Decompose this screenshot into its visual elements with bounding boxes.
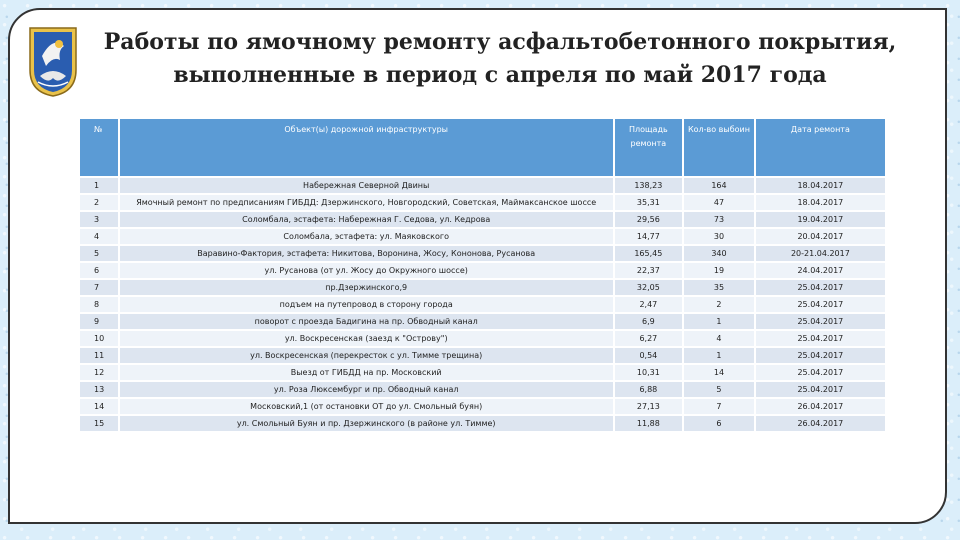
cell-date: 18.04.2017 [756, 178, 885, 193]
cell-potholes: 4 [684, 331, 756, 346]
cell-potholes: 73 [684, 212, 756, 227]
cell-object: ул. Роза Люксембург и пр. Обводный канал [120, 382, 615, 397]
title-line-1: Работы по ямочному ремонту асфальтобетонного покрытия, [103, 29, 897, 55]
cell-area: 138,23 [615, 178, 685, 193]
cell-number: 2 [80, 195, 120, 210]
cell-number: 12 [80, 365, 120, 380]
cell-area: 165,45 [615, 246, 685, 261]
cell-area: 6,27 [615, 331, 685, 346]
cell-area: 2,47 [615, 297, 685, 312]
table-row [80, 331, 885, 346]
table-row [80, 229, 885, 244]
cell-area: 27,13 [615, 399, 685, 414]
table-row [80, 314, 885, 329]
cell-date: 25.04.2017 [756, 331, 885, 346]
cell-number: 6 [80, 263, 120, 278]
cell-object: ул. Смольный Буян и пр. Дзержинского (в районе ул. Тимме) [120, 416, 615, 431]
cell-area: 29,56 [615, 212, 685, 227]
cell-number: 4 [80, 229, 120, 244]
table-row [80, 365, 885, 380]
cell-date: 25.04.2017 [756, 297, 885, 312]
cell-date: 26.04.2017 [756, 416, 885, 431]
cell-potholes: 1 [684, 348, 756, 363]
cell-area: 11,88 [615, 416, 685, 431]
table-row [80, 246, 885, 261]
cell-object: ул. Воскресенская (заезд к "Острову") [120, 331, 615, 346]
cell-object: Соломбала, эстафета: ул. Маяковского [120, 229, 615, 244]
header-potholes: Кол-во выбоин [684, 119, 756, 176]
cell-area: 0,54 [615, 348, 685, 363]
cell-date: 20-21.04.2017 [756, 246, 885, 261]
cell-number: 7 [80, 280, 120, 295]
cell-potholes: 164 [684, 178, 756, 193]
cell-number: 11 [80, 348, 120, 363]
cell-date: 25.04.2017 [756, 365, 885, 380]
cell-potholes: 2 [684, 297, 756, 312]
cell-number: 13 [80, 382, 120, 397]
cell-area: 22,37 [615, 263, 685, 278]
cell-number: 3 [80, 212, 120, 227]
page-title [100, 26, 900, 92]
cell-area: 35,31 [615, 195, 685, 210]
cell-potholes: 1 [684, 314, 756, 329]
table-row [80, 178, 885, 193]
cell-area: 14,77 [615, 229, 685, 244]
cell-object: пр.Дзержинского,9 [120, 280, 615, 295]
cell-date: 18.04.2017 [756, 195, 885, 210]
cell-number: 5 [80, 246, 120, 261]
cell-date: 26.04.2017 [756, 399, 885, 414]
table-row [80, 195, 885, 210]
cell-number: 10 [80, 331, 120, 346]
repair-table [80, 117, 885, 433]
cell-potholes: 30 [684, 229, 756, 244]
cell-date: 25.04.2017 [756, 314, 885, 329]
table-row [80, 297, 885, 312]
cell-object: поворот с проезда Бадигина на пр. Обводный канал [120, 314, 615, 329]
cell-object: подъем на путепровод в сторону города [120, 297, 615, 312]
cell-object: Ямочный ремонт по предписаниям ГИБДД: Дзержинского, Новгородский, Советская, Маймаксанское шоссе [120, 195, 615, 210]
cell-date: 20.04.2017 [756, 229, 885, 244]
cell-potholes: 6 [684, 416, 756, 431]
cell-area: 10,31 [615, 365, 685, 380]
cell-number: 14 [80, 399, 120, 414]
cell-date: 19.04.2017 [756, 212, 885, 227]
header-object: Объект(ы) дорожной инфраструктуры [120, 119, 615, 176]
cell-date: 25.04.2017 [756, 348, 885, 363]
table-row [80, 416, 885, 431]
cell-date: 24.04.2017 [756, 263, 885, 278]
table-row [80, 382, 885, 397]
cell-object: ул. Воскресенская (перекресток с ул. Тимме трещина) [120, 348, 615, 363]
cell-number: 9 [80, 314, 120, 329]
header-date: Дата ремонта [756, 119, 885, 176]
table-row [80, 399, 885, 414]
header-area: Площадь ремонта [615, 119, 685, 176]
cell-area: 32,05 [615, 280, 685, 295]
cell-number: 15 [80, 416, 120, 431]
cell-number: 1 [80, 178, 120, 193]
cell-date: 25.04.2017 [756, 280, 885, 295]
table-row [80, 263, 885, 278]
cell-area: 6,9 [615, 314, 685, 329]
cell-object: Выезд от ГИБДД на пр. Московский [120, 365, 615, 380]
cell-object: ул. Русанова (от ул. Жосу до Окружного шоссе) [120, 263, 615, 278]
cell-object: Московский,1 (от остановки ОТ до ул. Смольный буян) [120, 399, 615, 414]
title-line-2: выполненные в период с апреля по май 2017 года [173, 62, 827, 88]
table-row [80, 280, 885, 295]
header-number: № [80, 119, 120, 176]
cell-area: 6,88 [615, 382, 685, 397]
cell-object: Варавино-Фактория, эстафета: Никитова, Воронина, Жосу, Кононова, Русанова [120, 246, 615, 261]
cell-number: 8 [80, 297, 120, 312]
table-row [80, 348, 885, 363]
cell-potholes: 35 [684, 280, 756, 295]
cell-potholes: 340 [684, 246, 756, 261]
cell-potholes: 7 [684, 399, 756, 414]
cell-date: 25.04.2017 [756, 382, 885, 397]
coat-of-arms-icon [28, 26, 78, 98]
cell-object: Набережная Северной Двины [120, 178, 615, 193]
table-body [80, 178, 885, 431]
table-header-row [80, 119, 885, 176]
cell-potholes: 19 [684, 263, 756, 278]
table-row [80, 212, 885, 227]
cell-potholes: 5 [684, 382, 756, 397]
cell-potholes: 47 [684, 195, 756, 210]
cell-potholes: 14 [684, 365, 756, 380]
cell-object: Соломбала, эстафета: Набережная Г. Седова, ул. Кедрова [120, 212, 615, 227]
